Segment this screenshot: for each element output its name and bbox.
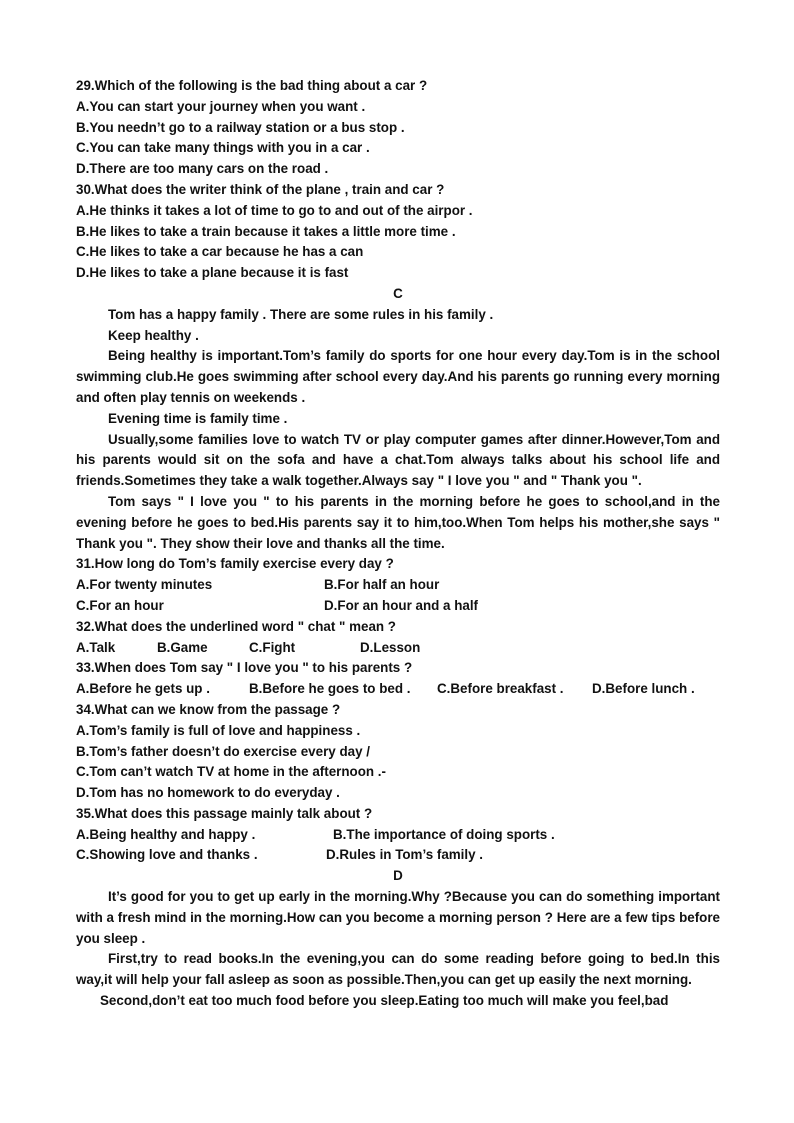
option: C.Tom can’t watch TV at home in the afternoon .- (76, 764, 386, 780)
question-35: 35.What does this passage mainly talk about ? (76, 805, 373, 821)
question-31: 31.How long do Tom’s family exercise every day ? (76, 556, 394, 572)
passage-c-subheading: Evening time is family time . (108, 410, 288, 426)
option: C.For an hour (76, 597, 164, 613)
option: D.There are too many cars on the road . (76, 161, 329, 177)
option: D.Tom has no homework to do everyday . (76, 785, 340, 801)
option: D.Before lunch . (592, 681, 695, 697)
option: A.Tom’s family is full of love and happiness . (76, 722, 361, 738)
exam-page (76, 76, 720, 1012)
passage-c-paragraph: Usually,some families love to watch TV or play computer games after dinner.However,Tom and his parents would sit on the sofa and have a chat.Tom always talks about his school life and friends.Sometimes they take a walk together.Always say " I love you " and " Thank you ". (76, 431, 720, 489)
option: A.Talk (76, 639, 116, 655)
option: D.Lesson (360, 639, 421, 655)
passage-d-paragraph: Second,don’t eat too much food before you sleep.Eating too much will make you feel,bad (100, 993, 669, 1009)
question-34: 34.What can we know from the passage ? (76, 701, 341, 717)
option-row (76, 575, 720, 596)
option-row (76, 596, 720, 617)
option: B.You needn’t go to a railway station or a bus stop . (76, 119, 405, 135)
option: A.You can start your journey when you want . (76, 98, 366, 114)
option: C.Before breakfast . (437, 681, 564, 697)
option-row (76, 679, 720, 700)
option: C.He likes to take a car because he has a can (76, 244, 364, 260)
passage-c-paragraph: Tom says " I love you " to his parents in the morning before he goes to school,and in the evening before he goes to bed.His parents say it to him,too.When Tom helps his mother,she says " Thank you ". They show their love and thanks all the time. (76, 493, 720, 551)
option: A.He thinks it takes a lot of time to go to and out of the airpor . (76, 202, 473, 218)
option-row (76, 638, 720, 659)
option: C.Showing love and thanks . (76, 847, 258, 863)
option: B.He likes to take a train because it takes a little more time . (76, 223, 456, 239)
question-30: 30.What does the writer think of the plane , train and car ? (76, 181, 445, 197)
option: B.Before he goes to bed . (249, 681, 411, 697)
option: B.Game (157, 639, 208, 655)
question-32: 32.What does the underlined word " chat " mean ? (76, 618, 396, 634)
option: B.Tom’s father doesn’t do exercise every day / (76, 743, 370, 759)
option: D.For an hour and a half (324, 597, 478, 613)
passage-c-paragraph: Tom has a happy family . There are some rules in his family . (108, 306, 494, 322)
option-row (76, 845, 720, 866)
passage-c-paragraph: Being healthy is important.Tom’s family do sports for one hour every day.Tom is in the school swimming club.He goes swimming after school every day.And his parents go running every morning and often play tennis on weekends . (76, 348, 720, 405)
option: D.He likes to take a plane because it is fast (76, 265, 349, 281)
option: C.Fight (249, 639, 296, 655)
option: B.For half an hour (324, 577, 440, 593)
option: A.For twenty minutes (76, 577, 213, 593)
option: A.Being healthy and happy . (76, 826, 256, 842)
passage-c-heading: C (393, 285, 403, 301)
question-33: 33.When does Tom say " I love you " to his parents ? (76, 660, 413, 676)
passage-d-paragraph: It’s good for you to get up early in the morning.Why ?Because you can do something important with a fresh mind in the morning.How can you become a morning person ? Here are a few tips before you sleep . (76, 889, 720, 946)
option-row (76, 825, 720, 846)
option: B.The importance of doing sports . (333, 826, 555, 842)
question-29: 29.Which of the following is the bad thing about a car ? (76, 78, 428, 93)
passage-c-subheading: Keep healthy . (108, 327, 199, 343)
option: C.You can take many things with you in a car . (76, 140, 370, 156)
option: D.Rules in Tom’s family . (326, 847, 483, 863)
option: A.Before he gets up . (76, 681, 210, 697)
passage-d-heading: D (393, 868, 403, 884)
passage-d-paragraph: First,try to read books.In the evening,you can do some reading before going to bed.In this way,it will help your fall asleep as soon as possible.Then,you can get up easily the next morning. (76, 951, 720, 988)
